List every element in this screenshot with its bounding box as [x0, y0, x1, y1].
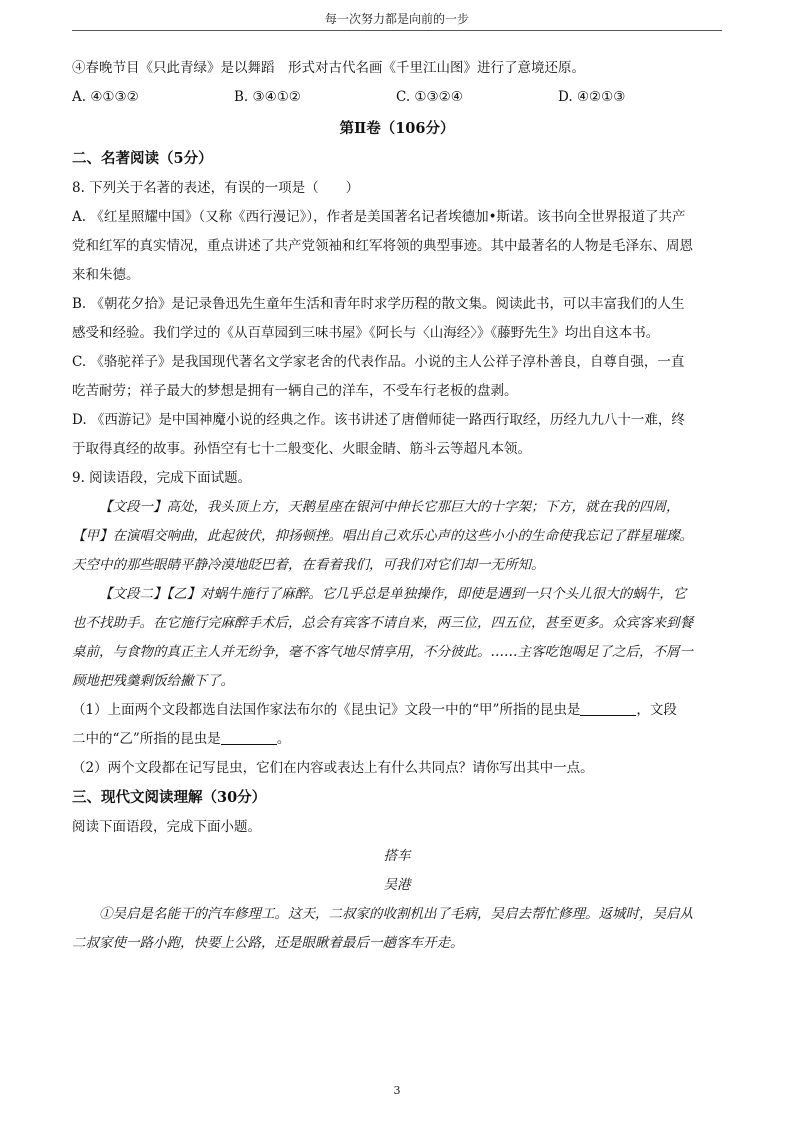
- q8-option-b-line2: 感受和经验。我们学过的《从百草园到三味书屋》《阿长与〈山海经〉》《藤野先生》均出自这本书。: [72, 325, 660, 341]
- q8-option-c-line2: 吃苦耐劳；祥子最大的梦想是拥有一辆自己的洋车，不受车行老板的盘剥。: [72, 383, 518, 399]
- answer-blank-insect-yi[interactable]: [221, 730, 277, 745]
- q9-sub1-line2: [72, 725, 722, 754]
- story-paragraph1-line1: ①吴启是名能干的汽车修理工。这天，二叔家的收割机出了毛病，吴启去帮忙修理。返城时，吴启从: [99, 906, 693, 922]
- q8-option-b-line1: B. 《朝花夕拾》是记录鲁迅先生童年生活和青年时求学历程的散文集。阅读此书，可以丰富我们的人生: [72, 296, 685, 312]
- q8-option-c-line1: C. 《骆驼祥子》是我国现代著名文学家老舍的代表作品。小说的主人公祥子淳朴善良，自尊自强，一直: [72, 354, 685, 370]
- q9-passage1-line1: 【文段一】高处，我头顶上方，天鹅星座在银河中伸长它那巨大的十字架；下方，就在我的四周，: [99, 499, 680, 515]
- q9-sub1-line1: [72, 696, 722, 725]
- q7-option-d: D. ④②①③: [558, 89, 626, 105]
- section3-intro: 阅读下面语段，完成下面小题。: [72, 819, 261, 835]
- q8-option-a-line1: A. 《红星照耀中国》（又称《西行漫记》），作者是美国著名记者埃德加•斯诺。该书向全世界报道了共产: [72, 209, 686, 225]
- q9-sub2: （2）两个文段都在记写昆虫，它们在内容或表达上有什么共同点？请你写出其中一点。: [72, 760, 594, 776]
- q7-option-a: A. ④①③②: [72, 89, 139, 105]
- q8-option-d-line2: 于取得真经的故事。孙悟空有七十二般变化、火眼金睛、筋斗云等超凡本领。: [72, 441, 531, 457]
- q8-stem: 8. 下列关于名著的表述，有误的一项是（ ）: [72, 180, 360, 196]
- section3-title: 三、现代文阅读理解（30分）: [72, 789, 267, 806]
- q7-options: [72, 83, 722, 112]
- q7-option-c: C. ①③②④: [396, 89, 463, 105]
- q9-passage2-line1: 【文段二】【乙】对蜗牛施行了麻醉。它几乎总是单独操作，即使是遇到一只个头儿很大的蜗牛，它: [99, 586, 687, 602]
- q9-stem: 9. 阅读语段，完成下面试题。: [72, 470, 252, 486]
- page-content: [72, 54, 722, 958]
- q9-passage1-line2: 【甲】在演唱交响曲，此起彼伏，抑扬顿挫。唱出自己欢乐心声的这些小小的生命使我忘记了群星璀璨。: [72, 528, 693, 544]
- q9-passage2-line3: 桌前，与食物的真正主人并无纷争，毫不客气地尽情享用，不分彼此。……主客吃饱喝足了之后，不屑一: [72, 644, 693, 660]
- story-title: 搭车: [383, 848, 411, 864]
- q8-option-a-line3: 来和朱德。: [72, 267, 140, 283]
- q9-sub1-text-a: （1）上面两个文段都选自法国作家法布尔的《昆虫记》文段一中的“甲”所指的昆虫是: [72, 702, 581, 718]
- q9-passage2-line4: 顾地把残羹剩饭给撇下了。: [72, 673, 234, 689]
- header-divider: [72, 30, 722, 31]
- q8-option-d-line1: D. 《西游记》是中国神魔小说的经典之作。该书讲述了唐僧师徒一路西行取经，历经九九八十一难，终: [72, 412, 685, 428]
- page-header: 每一次努力都是向前的一步: [324, 12, 469, 26]
- story-author: 吴港: [383, 877, 411, 893]
- story-paragraph1-line2: 二叔家使一路小跑，快要上公路，还是眼瞅着最后一趟客车开走。: [72, 935, 464, 951]
- q8-option-a-line2: 党和红军的真实情况，重点讲述了共产党领袖和红军将领的典型事迹。其中最著名的人物是毛泽东、周恩: [72, 238, 693, 254]
- page-number: 3: [393, 1084, 401, 1097]
- q9-passage1-line3: 天空中的那些眼睛平静冷漠地眨巴着，在看着我们，可我们对它们却一无所知。: [72, 557, 545, 573]
- answer-blank-insect-jia[interactable]: [580, 701, 636, 716]
- q9-passage2-line2: 也不找助手。在它施行完麻醉手术后，总会有宾客不请自来，两三位，四五位，甚至更多。众宾客来到餐: [72, 615, 693, 631]
- section2-title: 二、名著阅读（5分）: [72, 150, 213, 167]
- q9-sub1-text-d: 。: [276, 731, 291, 747]
- q9-sub1-text-b: ，文段: [636, 702, 677, 718]
- q7-item4: ④春晚节目《只此青绿》是以舞蹈 形式对古代名画《千里江山图》进行了意境还原。: [72, 60, 585, 76]
- q7-option-b: B. ③④①②: [234, 89, 301, 105]
- q9-sub1-text-c: 二中的“乙”所指的昆虫是: [72, 731, 221, 747]
- volume-title: 第Ⅱ卷（106分）: [339, 120, 455, 137]
